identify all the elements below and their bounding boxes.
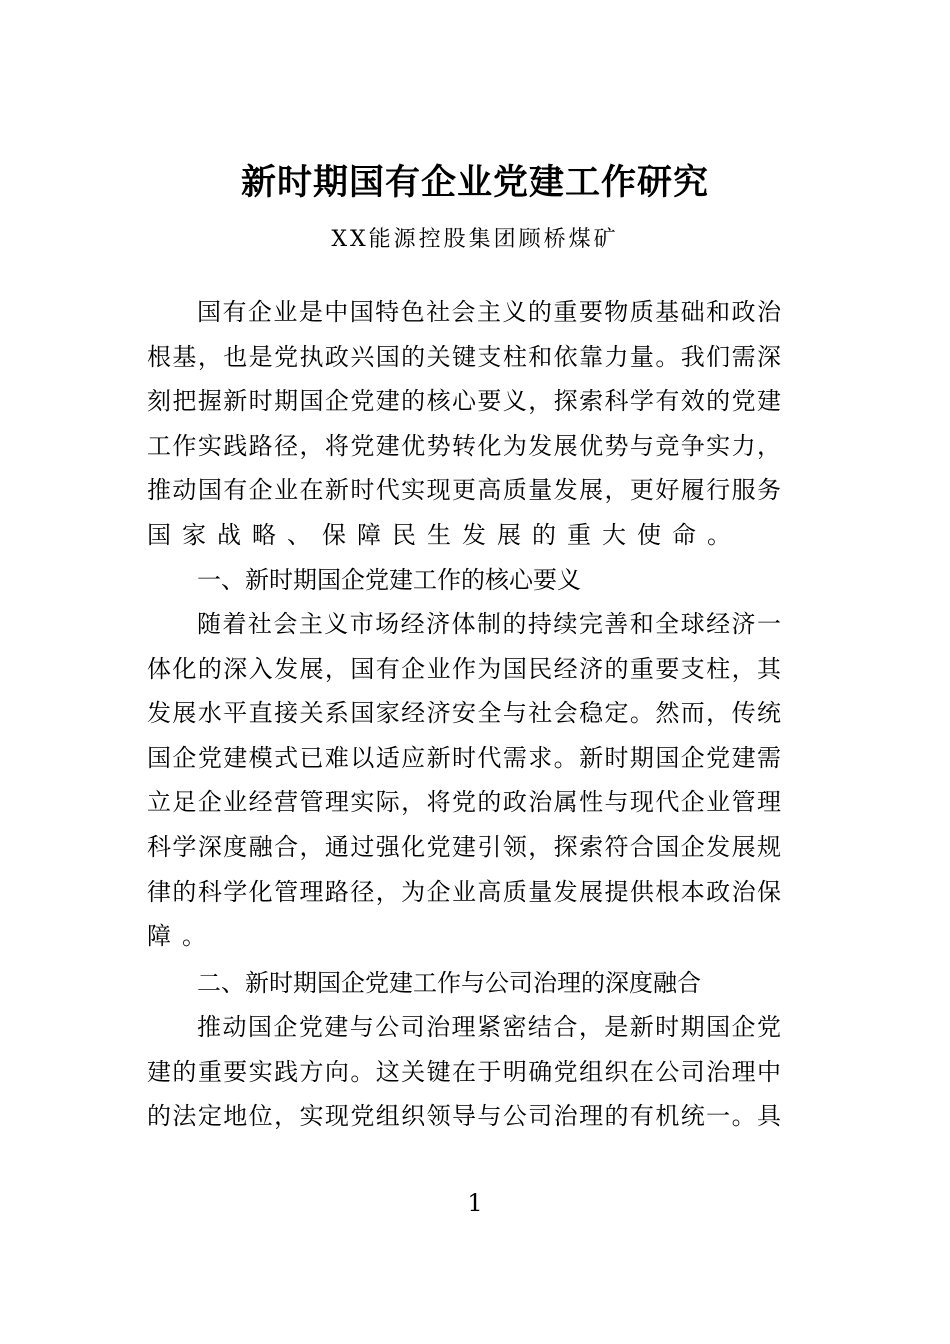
text-line: 建的重要实践方向。这关键在于明确党组织在公司治理中 (147, 1057, 781, 1086)
text-line: 推动国有企业在新时代实现更高质量发展，更好履行服务 (147, 476, 781, 505)
text-line: 工作实践路径，将党建优势转化为发展优势与竞争实力， (147, 431, 781, 460)
document-title: 新时期国有企业党建工作研究 (240, 162, 709, 203)
text-line: 国企党建模式已难以适应新时代需求。新时期国企党建需 (147, 743, 781, 772)
text-line: 随着社会主义市场经济体制的持续完善和全球经济一 (197, 610, 781, 638)
text-line: 刻把握新时期国企党建的核心要义，探索科学有效的党建 (147, 387, 781, 416)
paragraph-intro (147, 290, 781, 558)
paragraph-section-1 (147, 602, 781, 959)
text-line: 根基，也是党执政兴国的关键支柱和依靠力量。我们需深 (147, 342, 781, 371)
text-line: 科学深度融合，通过强化党建引领，探索符合国企发展规 (147, 832, 781, 861)
document-subtitle: XX能源控股集团顾桥煤矿 (331, 227, 619, 252)
paragraph-section-2 (147, 1005, 781, 1139)
text-line: 国家战略、保障民生发展的重大使命。 (147, 520, 742, 549)
text-line: 立足企业经营管理实际，将党的政治属性与现代企业管理 (147, 788, 781, 817)
page-number: 1 (467, 1189, 483, 1217)
text-line: 的法定地位，实现党组织领导与公司治理的有机统一。具 (147, 1102, 781, 1131)
section-heading-1: 一、新时期国企党建工作的核心要义 (197, 566, 581, 594)
text-line: 体化的深入发展，国有企业作为国民经济的重要支柱，其 (147, 654, 781, 683)
text-line: 国有企业是中国特色社会主义的重要物质基础和政治 (197, 298, 781, 326)
text-line: 障。 (147, 922, 217, 951)
text-line: 推动国企党建与公司治理紧密结合，是新时期国企党 (197, 1013, 781, 1041)
section-heading-2: 二、新时期国企党建工作与公司治理的深度融合 (197, 969, 701, 997)
text-line: 发展水平直接关系国家经济安全与社会稳定。然而，传统 (147, 699, 781, 728)
text-line: 律的科学化管理路径，为企业高质量发展提供根本政治保 (147, 877, 781, 906)
